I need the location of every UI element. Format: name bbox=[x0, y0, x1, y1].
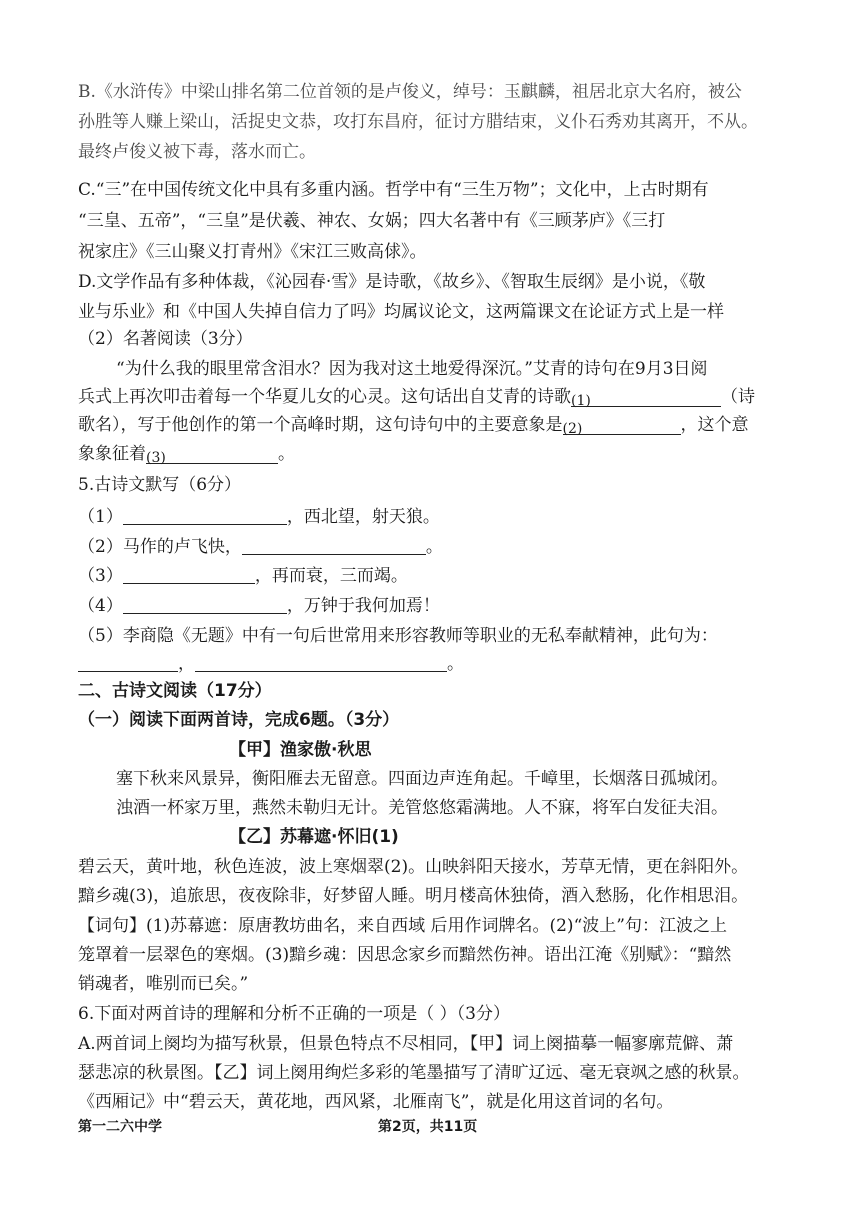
question-6-option-a-line-2: 瑟悲凉的秋景图。【乙】词上阕用绚烂多彩的笔墨描写了清旷辽远、毫无衰飒之感的秋景。 bbox=[78, 1063, 750, 1083]
question-2-text: （诗 bbox=[721, 387, 755, 407]
option-b-line-2: 孙胜等人赚上梁山，活捉史文恭，攻打东昌府，征讨方腊结束，义仆石秀劝其离开，不从。 bbox=[78, 112, 758, 132]
question-5-item-5-answer bbox=[78, 650, 464, 678]
section-2-heading: 二、古诗文阅读（17分） bbox=[78, 681, 272, 701]
blank-3-label: (3) bbox=[146, 450, 166, 466]
poem-yi-title: 【乙】苏幕遮·怀旧(1) bbox=[229, 827, 399, 847]
footer-school-name: 第一二六中学 bbox=[78, 1119, 162, 1135]
notes-line-1: 【词句】(1)苏幕遮：原唐教坊曲名，来自西域 后用作词牌名。(2)“波上”句：江波之上 bbox=[78, 916, 727, 936]
answer-blank-5-3[interactable] bbox=[123, 563, 255, 584]
footer-page-number: 第2页，共11页 bbox=[378, 1119, 478, 1135]
option-b-line-3: 最终卢俊义被下毒，落水而亡。 bbox=[78, 142, 316, 162]
answer-blank-2[interactable] bbox=[563, 414, 681, 435]
item-4-text: ，万钟于我何加焉！ bbox=[286, 596, 440, 616]
question-2-paragraph-line-4 bbox=[78, 440, 295, 468]
poem-yi-line-1: 碧云天，黄叶地，秋色连波，波上寒烟翠(2)。山映斜阳天接水，芳草无情，更在斜阳外。 bbox=[78, 857, 749, 877]
question-2-paragraph-line-1: “为什么我的眼里常含泪水？因为我对这土地爱得深沉。”艾青的诗句在9月3日阅 bbox=[116, 359, 708, 379]
blank-2-label: (2) bbox=[562, 421, 583, 437]
question-2-paragraph-line-3 bbox=[78, 411, 749, 439]
item-3-number: （3） bbox=[78, 566, 123, 586]
answer-blank-5-2[interactable] bbox=[242, 534, 426, 555]
option-c-line-3: 祝家庄》《三山聚义打青州》《宋江三败高俅》。 bbox=[78, 242, 427, 262]
option-d-line-1: D.文学作品有多种体裁，《沁园春·雪》是诗歌，《故乡》、《智取生辰纲》是小说，《敬 bbox=[78, 272, 706, 292]
question-2-text: ，这个意 bbox=[680, 415, 749, 435]
option-c-line-1: C.“三”在中国传统文化中具有多重内涵。哲学中有“三生万物”；文化中，上古时期有 bbox=[78, 180, 709, 200]
notes-line-3: 销魂者，唯别而已矣。” bbox=[78, 974, 249, 994]
question-5-item-2 bbox=[78, 533, 443, 561]
question-6-option-a-line-3: 《西厢记》中“碧云天，黄花地，西风紧，北雁南飞”，就是化用这首词的名句。 bbox=[78, 1092, 674, 1112]
question-6-option-a-line-1: A.两首词上阕均为描写秋景，但景色特点不尽相同，【甲】词上阕描摹一幅寥廓荒僻、萧 bbox=[78, 1034, 734, 1054]
option-d-line-2: 业与乐业》和《中国人失掉自信力了吗》均属议论文，这两篇课文在论证方式上是一样 bbox=[78, 302, 724, 322]
item-1-text: ，西北望，射天狼。 bbox=[286, 507, 440, 527]
question-2-text: 兵式上再次叩击着每一个华夏儿女的心灵。这句话出自艾青的诗歌 bbox=[78, 387, 571, 407]
blank-1-label: (1) bbox=[571, 393, 591, 409]
poem-jia-line-2: 浊酒一杯家万里，燕然未勒归无计。羌管悠悠霜满地。人不寐，将军白发征夫泪。 bbox=[116, 798, 728, 818]
question-2-text: 歌名），写于他创作的第一个高峰时期，这句诗句中的主要意象是 bbox=[78, 415, 563, 435]
question-5-item-1 bbox=[78, 503, 440, 531]
item-4-number: （4） bbox=[78, 596, 123, 616]
item-1-number: （1） bbox=[78, 507, 123, 527]
question-5-item-5: （5）李商隐《无题》中有一句后世常用来形容教师等职业的无私奉献精神，此句为： bbox=[78, 626, 718, 646]
item-5-end: 。 bbox=[447, 654, 464, 674]
answer-blank-3[interactable] bbox=[146, 443, 278, 464]
answer-blank-1[interactable] bbox=[571, 386, 721, 407]
question-6-stem: 6.下面对两首诗的理解和分析不正确的一项是（ ）（3分） bbox=[78, 1004, 510, 1024]
poem-jia-line-1: 塞下秋来风景异，衡阳雁去无留意。四面边声连角起。千嶂里，长烟落日孤城闭。 bbox=[116, 769, 728, 789]
question-5-item-3 bbox=[78, 562, 408, 590]
item-2-text: （2）马作的卢飞快， bbox=[78, 537, 242, 557]
question-2-text: 。 bbox=[278, 444, 295, 464]
option-b-line-1: B.《水浒传》中梁山排名第二位首领的是卢俊义，绰号：玉麒麟，祖居北京大名府，被公 bbox=[78, 82, 742, 102]
question-2-heading: （2）名著阅读（3分） bbox=[78, 329, 253, 349]
notes-line-2: 笼罩着一层翠色的寒烟。(3)黯乡魂：因思念家乡而黯然伤神。语出江淹《别赋》：“黯然 bbox=[78, 945, 732, 965]
section-2-part-1-heading: （一）阅读下面两首诗，完成6题。（3分） bbox=[78, 710, 400, 730]
answer-blank-5-4[interactable] bbox=[123, 593, 287, 614]
question-5-heading: 5.古诗文默写（6分） bbox=[78, 475, 242, 495]
question-2-paragraph-line-2 bbox=[78, 383, 755, 411]
answer-blank-5-5b[interactable] bbox=[195, 651, 447, 672]
item-5-comma: ， bbox=[178, 654, 195, 674]
poem-jia-title: 【甲】渔家傲·秋思 bbox=[229, 740, 372, 760]
item-3-text: ，再而衰，三而竭。 bbox=[254, 566, 408, 586]
option-c-line-2: “三皇、五帝”，“三皇”是伏羲、神农、女娲；四大名著中有《三顾茅庐》《三打 bbox=[78, 211, 666, 231]
poem-yi-line-2: 黯乡魂(3)，追旅思，夜夜除非，好梦留人睡。明月楼高休独倚，酒入愁肠，化作相思泪。 bbox=[78, 886, 749, 906]
item-2-end: 。 bbox=[425, 537, 443, 557]
question-5-item-4 bbox=[78, 592, 440, 620]
answer-blank-5-5a[interactable] bbox=[78, 651, 178, 672]
question-2-text: 象象征着 bbox=[78, 444, 146, 464]
answer-blank-5-1[interactable] bbox=[123, 504, 287, 525]
